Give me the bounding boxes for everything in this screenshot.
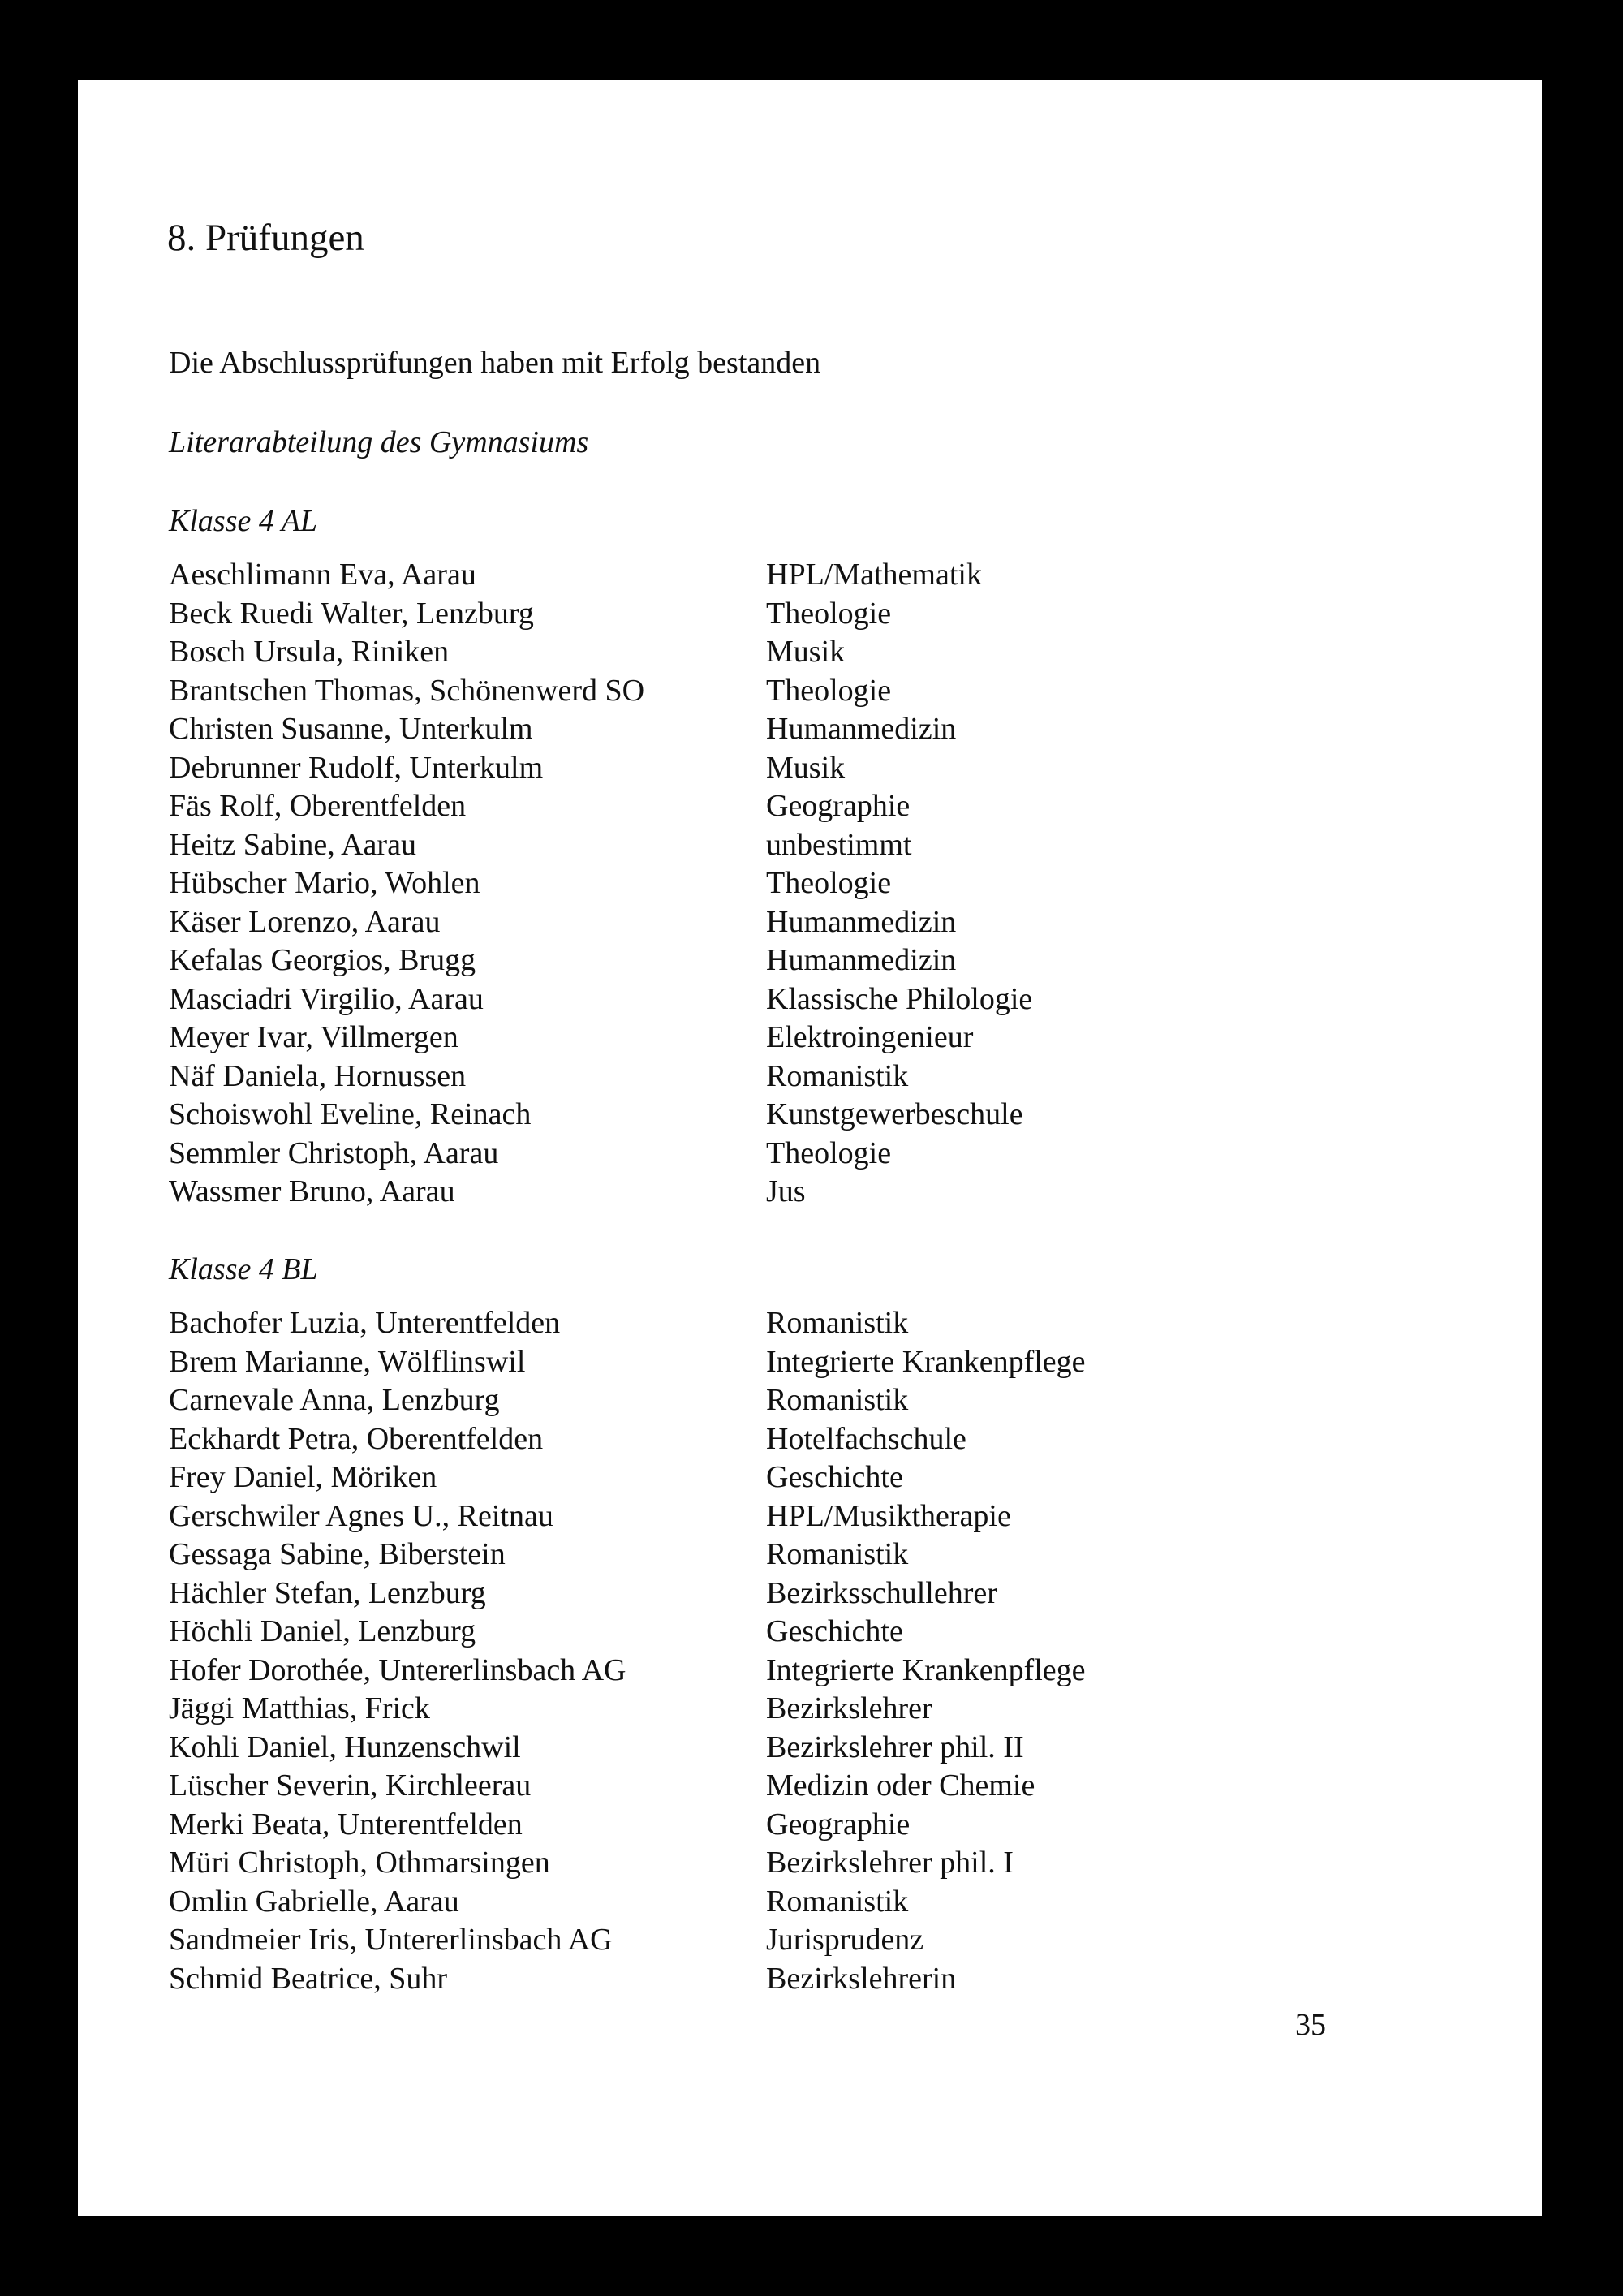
study-subject: Humanmedizin bbox=[766, 904, 957, 939]
student-row bbox=[169, 1536, 1224, 1574]
study-subject: Geographie bbox=[766, 1807, 911, 1842]
study-subject: unbestimmt bbox=[766, 827, 912, 862]
student-name: Höchli Daniel, Lenzburg bbox=[169, 1614, 476, 1648]
student-list bbox=[169, 1304, 1224, 1998]
student-name: Merki Beata, Unterentfelden bbox=[169, 1807, 523, 1842]
student-name: Hächler Stefan, Lenzburg bbox=[169, 1575, 486, 1610]
student-name: Beck Ruedi Walter, Lenzburg bbox=[169, 596, 534, 631]
student-name: Brantschen Thomas, Schönenwerd SO bbox=[169, 673, 645, 708]
student-row bbox=[169, 980, 1224, 1019]
student-name: Frey Daniel, Möriken bbox=[169, 1460, 437, 1494]
student-name: Carnevale Anna, Lenzburg bbox=[169, 1383, 500, 1417]
student-row bbox=[169, 1304, 1224, 1343]
student-row bbox=[169, 749, 1224, 788]
study-subject: Musik bbox=[766, 750, 846, 785]
division-title: Literarabteilung des Gymnasiums bbox=[169, 425, 589, 459]
study-subject: Medizin oder Chemie bbox=[766, 1768, 1035, 1803]
student-row bbox=[169, 1844, 1224, 1883]
page-number: 35 bbox=[1295, 2008, 1326, 2042]
student-row bbox=[169, 787, 1224, 826]
study-subject: Theologie bbox=[766, 1135, 892, 1170]
student-name: Sandmeier Iris, Untererlinsbach AG bbox=[169, 1923, 613, 1957]
study-subject: Romanistik bbox=[766, 1383, 909, 1417]
class-label: Klasse 4 AL bbox=[169, 504, 318, 538]
student-name: Käser Lorenzo, Aarau bbox=[169, 904, 441, 939]
student-name: Müri Christoph, Othmarsingen bbox=[169, 1846, 550, 1880]
student-name: Debrunner Rudolf, Unterkulm bbox=[169, 750, 544, 785]
study-subject: Bezirksschullehrer bbox=[766, 1575, 997, 1610]
student-row bbox=[169, 1343, 1224, 1382]
student-row bbox=[169, 1381, 1224, 1420]
student-name: Christen Susanne, Unterkulm bbox=[169, 712, 533, 746]
study-subject: Romanistik bbox=[766, 1306, 909, 1340]
document-page bbox=[78, 80, 1542, 2216]
study-subject: Jus bbox=[766, 1174, 806, 1208]
study-subject: HPL/Mathematik bbox=[766, 558, 982, 592]
student-row bbox=[169, 672, 1224, 711]
student-row bbox=[169, 1652, 1224, 1691]
student-name: Bosch Ursula, Riniken bbox=[169, 635, 450, 669]
student-row bbox=[169, 1883, 1224, 1922]
study-subject: Geschichte bbox=[766, 1460, 903, 1494]
student-row bbox=[169, 595, 1224, 634]
student-row bbox=[169, 1767, 1224, 1806]
student-name: Lüscher Severin, Kirchleerau bbox=[169, 1768, 532, 1803]
student-name: Hofer Dorothée, Untererlinsbach AG bbox=[169, 1652, 626, 1687]
student-row bbox=[169, 633, 1224, 672]
study-subject: Elektroingenieur bbox=[766, 1020, 974, 1054]
study-subject: Bezirkslehrer phil. II bbox=[766, 1730, 1024, 1764]
study-subject: Theologie bbox=[766, 596, 892, 631]
student-row bbox=[169, 1497, 1224, 1536]
study-subject: Geschichte bbox=[766, 1614, 903, 1648]
study-subject: HPL/Musiktherapie bbox=[766, 1498, 1011, 1533]
section-heading: 8. Prüfungen bbox=[167, 217, 364, 259]
study-subject: Romanistik bbox=[766, 1884, 909, 1919]
study-subject: Romanistik bbox=[766, 1058, 909, 1093]
class-label: Klasse 4 BL bbox=[169, 1252, 318, 1286]
student-row bbox=[169, 864, 1224, 903]
student-name: Meyer Ivar, Villmergen bbox=[169, 1020, 458, 1054]
student-row bbox=[169, 1135, 1224, 1174]
student-row bbox=[169, 1613, 1224, 1652]
study-subject: Geographie bbox=[766, 789, 911, 823]
student-row bbox=[169, 1960, 1224, 1999]
student-row bbox=[169, 1420, 1224, 1459]
study-subject: Theologie bbox=[766, 673, 892, 708]
student-name: Aeschlimann Eva, Aarau bbox=[169, 558, 476, 592]
student-name: Gessaga Sabine, Biberstein bbox=[169, 1537, 506, 1571]
study-subject: Integrierte Krankenpflege bbox=[766, 1652, 1086, 1687]
student-name: Semmler Christoph, Aarau bbox=[169, 1135, 499, 1170]
student-name: Kohli Daniel, Hunzenschwil bbox=[169, 1730, 521, 1764]
study-subject: Klassische Philologie bbox=[766, 981, 1033, 1016]
student-row bbox=[169, 1458, 1224, 1497]
student-row bbox=[169, 1806, 1224, 1845]
study-subject: Humanmedizin bbox=[766, 712, 957, 746]
student-row bbox=[169, 556, 1224, 595]
student-row bbox=[169, 1921, 1224, 1960]
student-name: Heitz Sabine, Aarau bbox=[169, 827, 416, 862]
study-subject: Theologie bbox=[766, 866, 892, 900]
student-name: Schmid Beatrice, Suhr bbox=[169, 1961, 447, 1996]
student-row bbox=[169, 1729, 1224, 1768]
study-subject: Jurisprudenz bbox=[766, 1923, 924, 1957]
study-subject: Bezirkslehrer phil. I bbox=[766, 1846, 1014, 1880]
student-row bbox=[169, 826, 1224, 865]
student-name: Gerschwiler Agnes U., Reitnau bbox=[169, 1498, 553, 1533]
student-row bbox=[169, 1173, 1224, 1212]
student-name: Fäs Rolf, Oberentfelden bbox=[169, 789, 467, 823]
student-name: Brem Marianne, Wölflinswil bbox=[169, 1344, 526, 1379]
student-name: Jäggi Matthias, Frick bbox=[169, 1691, 430, 1725]
student-name: Hübscher Mario, Wohlen bbox=[169, 866, 480, 900]
intro-text: Die Abschlussprüfungen haben mit Erfolg bestanden bbox=[169, 346, 821, 380]
student-row bbox=[169, 1019, 1224, 1058]
student-name: Bachofer Luzia, Unterentfelden bbox=[169, 1306, 561, 1340]
student-row bbox=[169, 1574, 1224, 1613]
study-subject: Integrierte Krankenpflege bbox=[766, 1344, 1086, 1379]
student-row bbox=[169, 1058, 1224, 1096]
student-name: Omlin Gabrielle, Aarau bbox=[169, 1884, 459, 1919]
study-subject: Romanistik bbox=[766, 1537, 909, 1571]
student-row bbox=[169, 1690, 1224, 1729]
student-name: Näf Daniela, Hornussen bbox=[169, 1058, 467, 1093]
student-name: Wassmer Bruno, Aarau bbox=[169, 1174, 455, 1208]
student-name: Masciadri Virgilio, Aarau bbox=[169, 981, 484, 1016]
student-row bbox=[169, 941, 1224, 980]
student-name: Eckhardt Petra, Oberentfelden bbox=[169, 1421, 544, 1456]
student-row bbox=[169, 710, 1224, 749]
study-subject: Bezirkslehrerin bbox=[766, 1961, 957, 1996]
study-subject: Musik bbox=[766, 635, 846, 669]
student-name: Schoiswohl Eveline, Reinach bbox=[169, 1097, 532, 1131]
student-row bbox=[169, 903, 1224, 942]
student-name: Kefalas Georgios, Brugg bbox=[169, 943, 476, 977]
study-subject: Humanmedizin bbox=[766, 943, 957, 977]
study-subject: Kunstgewerbeschule bbox=[766, 1097, 1023, 1131]
study-subject: Bezirkslehrer bbox=[766, 1691, 932, 1725]
study-subject: Hotelfachschule bbox=[766, 1421, 966, 1456]
student-row bbox=[169, 1096, 1224, 1135]
student-list bbox=[169, 556, 1224, 1212]
